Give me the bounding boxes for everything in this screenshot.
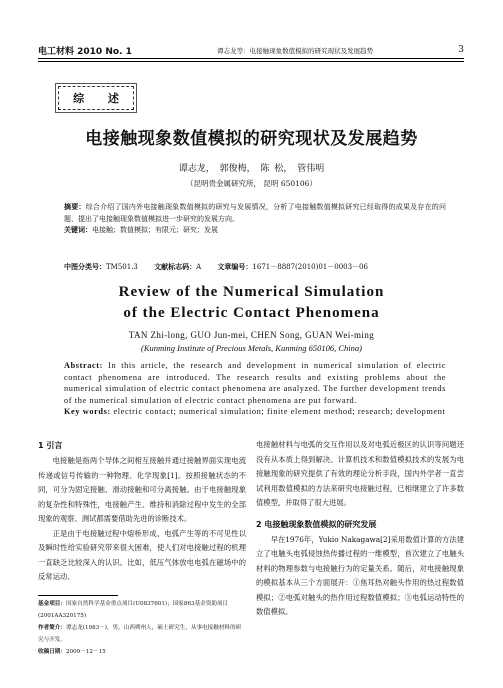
clc-label: 中图分类号：	[64, 263, 106, 271]
clc-value: TM501.3	[106, 263, 138, 271]
journal-name: 电工材料 2010 No. 1	[38, 46, 132, 57]
keywords-en-text: electric contact; numerical simulation; finite element method; research; development	[110, 407, 446, 417]
abstract-chinese	[64, 202, 446, 237]
author-note-label: 作者简介：	[38, 625, 66, 631]
keywords-en-label: Key words:	[64, 407, 111, 417]
title-english-line2: of the Electric Contact Phenomena	[123, 305, 380, 321]
affiliation-english: (Kunming Institute of Precious Metals, Kunming 650106, China)	[141, 343, 362, 353]
running-title: 谭志龙等：电接触现象数值模拟的研究现状及发展趋势	[217, 46, 374, 55]
section-2-heading: 2 电接触现象数值模拟的研究发展	[256, 519, 377, 529]
abstract-text: 综合介绍了国内外电接触现象数值模拟的研究与发展情况，分析了电接触数值模拟研究已经取得的成果及存在的问题，提出了电接触现象数值模拟进一步研究的发展方向。	[64, 203, 447, 223]
received-date-value: 2009－12－15	[65, 649, 106, 655]
fund-label: 基金项目：	[38, 601, 66, 607]
received-date-label: 收稿日期：	[38, 649, 66, 655]
body-column-right	[256, 438, 464, 620]
section-2-paragraph-1: 早在1976年，Yukio Nakagawa[2]采用数值计算的方法建立了电触头电弧侵蚀热传播过程的一维模型，首次建立了电触头材料的物理参数与电接触行为的定量关系。随后，对电接触现象的模拟基本从三个方面展开：①焦耳热对触头作用的热过程数值模拟；②电弧对触头的热作用过程数值模拟；③电弧运动特性的数值模拟。	[256, 534, 464, 616]
fund-text: 国家自然科学基金重点项目(U0837601)；国家863基金资助项目(2001AA320175)	[38, 601, 229, 619]
section-1-heading: 1 引言	[38, 441, 63, 450]
fund-note	[38, 598, 246, 622]
received-date-note	[38, 646, 246, 658]
title-chinese: 电接触现象数值模拟的研究现状及发展趋势	[85, 129, 418, 149]
footnote	[38, 598, 246, 658]
authors-chinese: 谭志龙， 郭俊梅， 陈 松， 管伟明	[178, 164, 325, 174]
classification-line	[64, 262, 446, 272]
authors-english: TAN Zhi-long, GUO Jun-mei, CHEN Song, GUAN Wei-ming	[128, 330, 375, 340]
article-no-label: 文章编号：	[217, 263, 253, 271]
title-english-line1: Review of the Numerical Simulation	[118, 284, 385, 300]
footnote-rule	[38, 595, 118, 596]
section-label: 综 述	[58, 86, 134, 110]
abstract-label: 摘要：	[64, 203, 86, 211]
running-header	[38, 42, 464, 58]
doc-code-value: A	[196, 263, 202, 271]
keywords-text: 电接触；数值模拟；有限元；研究；发展	[92, 226, 218, 234]
article-no-value: 1671－8887(2010)01－0003－06	[252, 263, 368, 271]
page-number: 3	[458, 45, 464, 55]
author-note	[38, 622, 246, 646]
doc-code-label: 文献标志码：	[154, 263, 197, 271]
body-column-left	[38, 438, 246, 585]
section-1-paragraph-3: 电接触材料与电弧的交互作用以及对电弧近极区的认识等问题还没有从本质上得到解决。计算机技术和数值模拟技术的发展为电接触现象的研究提供了有效的理论分析手段，国内外学者一直尝试利用数值模拟的方法来研究电接触过程，已相继建立了许多数值模型，并取得了很大进展。	[256, 440, 464, 507]
affiliation-chinese: （昆明贵金属研究所， 昆明 650106）	[186, 179, 317, 188]
header-rule-thin	[38, 61, 464, 62]
section-1-paragraph-2: 正是由于电接触过程中熔桥形成、电弧产生等的不可见性以及瞬时性给实验研究带来很大困难，使人们对电接触过程的机理一直缺乏比较深入的认识。比如，低压气体放电电弧在磁场中的反常运动、	[38, 528, 246, 581]
abstract-en-text: In this article, the research and development in numerical simulation of electric contact phenomena are introduced. The research results and existing problems about the numerical simulation of electric contact phenomena are analyzed. The further development trends of the numerical simulation of electric contact phenomena are put forward.	[64, 361, 446, 405]
abstract-en-label: Abstract:	[64, 361, 104, 370]
header-rule	[38, 58, 464, 59]
keywords-label: 关键词：	[64, 226, 92, 234]
abstract-english	[64, 360, 446, 418]
section-1-paragraph-1: 电接触是指两个导体之间相互接触并通过接触界面实现电流传递或信号传输的一种物理、化学现象[1]。按照接触状态的不同，可分为固定接触、滑动接触和可分离接触。由于电接触现象的复杂性和特殊性，电接触产生、维持和消除过程中发生的全部现象的观察、测试都需要借助先进的诊断技术。	[38, 456, 246, 523]
author-note-text: 谭志龙(1983－)，男，山西朔州人，硕士研究生，从事电接触材料的研究与开发。	[38, 625, 242, 643]
